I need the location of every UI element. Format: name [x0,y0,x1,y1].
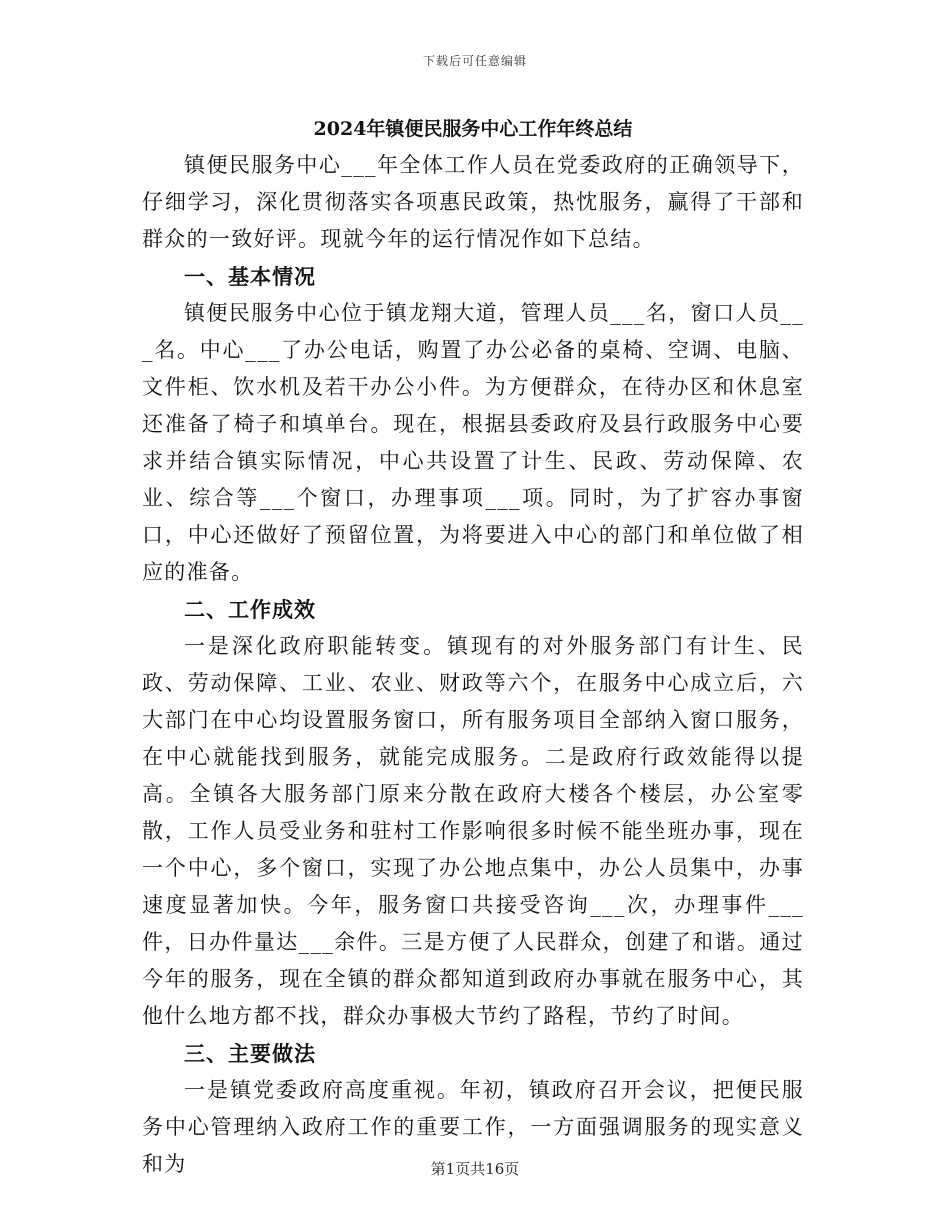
section-heading-results: 二、工作成效 [184,597,316,622]
document-content [142,112,804,1183]
intro-paragraph: 镇便民服务中心___年全体工作人员在党委政府的正确领导下，仔细学习，深化贯彻落实各项惠民政策，热忱服务，赢得了干部和群众的一致好评。现就今年的运行情况作如下总结。 [142,153,804,251]
page-footer: 第1页共16页 [430,1160,520,1178]
section-paragraph-results: 一是深化政府职能转变。镇现有的对外服务部门有计生、民政、劳动保障、工业、农业、财政等六个，在服务中心成立后，六大部门在中心均设置服务窗口，所有服务项目全部纳入窗口服务，在中心就能找到服务，就能完成服务。二是政府行政效能得以提高。全镇各大服务部门原来分散在政府大楼各个楼层，办公室零散，工作人员受业务和驻村工作影响很多时候不能坐班办事，现在一个中心，多个窗口，实现了办公地点集中，办公人员集中，办事速度显著加快。今年，服务窗口共接受咨询___次，办理事件___件，日办件量达___余件。三是方便了人民群众，创建了和谐。通过今年的服务，现在全镇的群众都知道到政府办事就在服务中心，其他什么地方都不找，群众办事极大节约了路程，节约了时间。 [142,634,804,1028]
header-note: 下载后可任意编辑 [422,54,527,68]
document-title: 2024年镇便民服务中心工作年终总结 [313,118,633,140]
section-heading-basic: 一、基本情况 [184,264,316,289]
section-paragraph-methods: 一是镇党委政府高度重视。年初，镇政府召开会议，把便民服务中心管理纳入政府工作的重要工作，一方面强调服务的现实意义和为 [142,1078,804,1176]
section-heading-methods: 三、主要做法 [184,1041,316,1066]
section-paragraph-basic: 镇便民服务中心位于镇龙翔大道，管理人员___名，窗口人员___名。中心___了办公电话，购置了办公必备的桌椅、空调、电脑、文件柜、饮水机及若干办公小件。为方便群众，在待办区和休息室还准备了椅子和填单台。现在，根据县委政府及县行政服务中心要求并结合镇实际情况，中心共设置了计生、民政、劳动保障、农业、综合等___个窗口，办理事项___项。同时，为了扩容办事窗口，中心还做好了预留位置，为将要进入中心的部门和单位做了相应的准备。 [142,301,804,584]
